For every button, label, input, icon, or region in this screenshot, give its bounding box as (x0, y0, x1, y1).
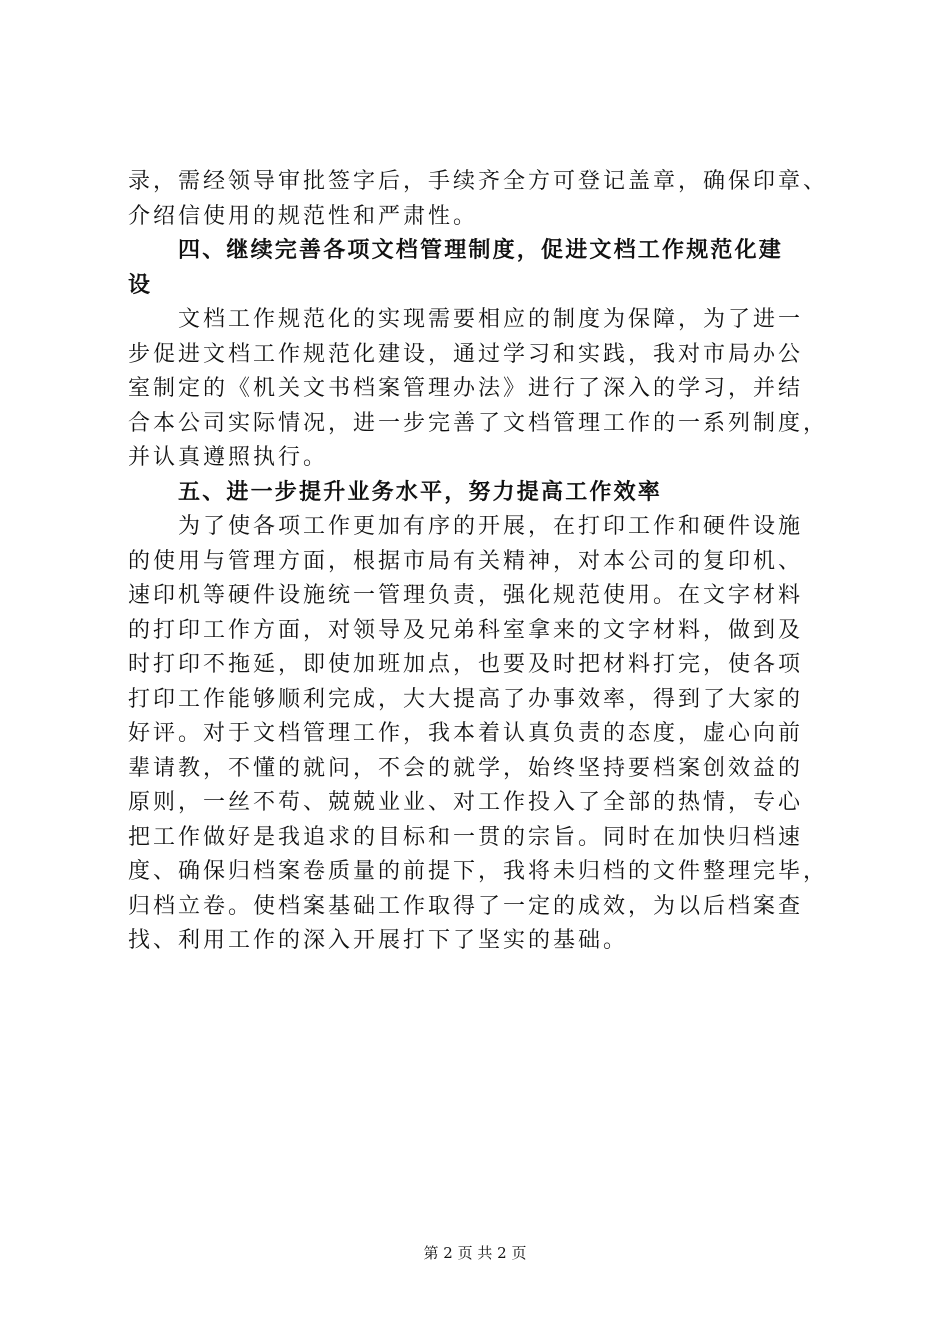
section-heading: 五、进一步提升业务水平，努力提高工作效率 (178, 479, 663, 505)
text-line: 室制定的《机关文书档案管理办法》进行了深入的学习，并结 (128, 376, 804, 401)
text-line: 好评。对于文档管理工作，我本着认真负责的态度，虚心向前 (128, 721, 804, 746)
paragraph-first-line: 为了使各项工作更加有序的开展，在打印工作和硬件设施 (178, 514, 804, 539)
text-line: 并认真遵照执行。 (128, 445, 329, 470)
text-line: 介绍信使用的规范性和严肃性。 (128, 203, 479, 229)
text-line: 录，需经领导审批签字后，手续齐全方可登记盖章，确保印章、 (128, 169, 829, 194)
text-line: 打印工作能够顺利完成，大大提高了办事效率，得到了大家的 (128, 686, 804, 712)
text-line: 的打印工作方面，对领导及兄弟科室拿来的文字材料，做到及 (128, 617, 804, 643)
text-line: 合本公司实际情况，进一步完善了文档管理工作的一系列制度， (128, 410, 829, 436)
text-line: 的使用与管理方面，根据市局有关精神，对本公司的复印机、 (128, 548, 804, 574)
text-line: 归档立卷。使档案基础工作取得了一定的成效，为以后档案查 (128, 893, 804, 919)
text-line: 步促进文档工作规范化建设，通过学习和实践，我对市局办公 (128, 341, 804, 367)
page-footer (0, 1243, 950, 1263)
page-number-label: 第 2 页 共 2 页 (423, 1244, 527, 1262)
text-line: 度、确保归档案卷质量的前提下，我将未归档的文件整理完毕， (128, 859, 829, 884)
section-heading: 四、继续完善各项文档管理制度，促进文档工作规范化建 (178, 238, 784, 263)
text-line: 速印机等硬件设施统一管理负责，强化规范使用。在文字材料 (128, 583, 804, 608)
document-body (128, 165, 833, 959)
text-line: 时打印不拖延，即使加班加点，也要及时把材料打完，使各项 (128, 652, 804, 677)
paragraph-first-line: 文档工作规范化的实现需要相应的制度为保障，为了进一 (178, 307, 804, 332)
section-heading-continued: 设 (128, 272, 153, 298)
text-line: 辈请教，不懂的就问，不会的就学，始终坚持要档案创效益的 (128, 755, 804, 781)
text-line: 原则，一丝不苟、兢兢业业、对工作投入了全部的热情，专心 (128, 790, 804, 815)
text-line: 找、利用工作的深入开展打下了坚实的基础。 (128, 928, 629, 953)
text-line: 把工作做好是我追求的目标和一贯的宗旨。同时在加快归档速 (128, 824, 804, 850)
